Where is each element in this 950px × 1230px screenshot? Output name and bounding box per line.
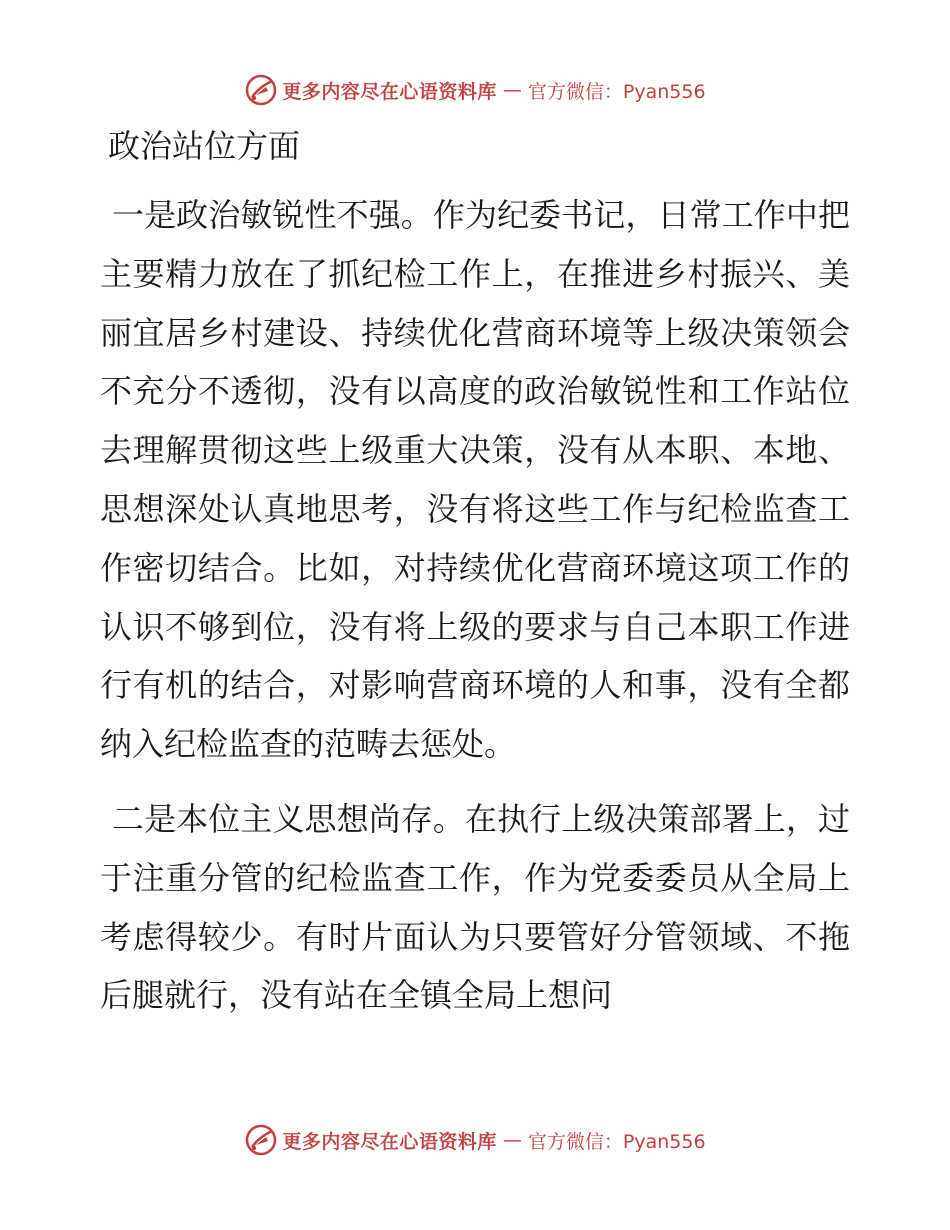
brand-logo-icon [244, 73, 278, 107]
section-heading: 政治站位方面 [108, 127, 301, 165]
watermark-dash: — [502, 1129, 522, 1151]
watermark-dash: — [502, 79, 522, 101]
document-body [100, 120, 850, 1041]
watermark-contact: 官方微信：Pyan556 [527, 1130, 706, 1153]
watermark-contact: 官方微信：Pyan556 [527, 80, 706, 103]
header-watermark [0, 70, 950, 110]
paragraph-2: 二是本位主义思想尚存。在执行上级决策部署上，过于注重分管的纪检监查工作，作为党委委员从全局上考虑得较少。有时片面认为只要管好分管领域、不拖后腿就行，没有站在全镇全局上想问 [100, 799, 850, 1015]
watermark-text: 更多内容尽在心语资料库 [282, 1130, 497, 1153]
watermark-text: 更多内容尽在心语资料库 [282, 80, 497, 103]
brand-logo-icon [244, 1123, 278, 1157]
paragraph-1: 一是政治敏锐性不强。作为纪委书记，日常工作中把主要精力放在了抓纪检工作上，在推进乡村振兴、美丽宜居乡村建设、持续优化营商环境等上级决策领会不充分不透彻，没有以高度的政治敏锐性和工作站位去理解贯彻这些上级重大决策，没有从本职、本地、思想深处认真地思考，没有将这些工作与纪检监查工作密切结合。比如，对持续优化营商环境这项工作的认识不够到位，没有将上级的要求与自己本职工作进行有机的结合，对影响营商环境的人和事，没有全都纳入纪检监查的范畴去惩处。 [100, 196, 850, 764]
footer-watermark [0, 1120, 950, 1160]
